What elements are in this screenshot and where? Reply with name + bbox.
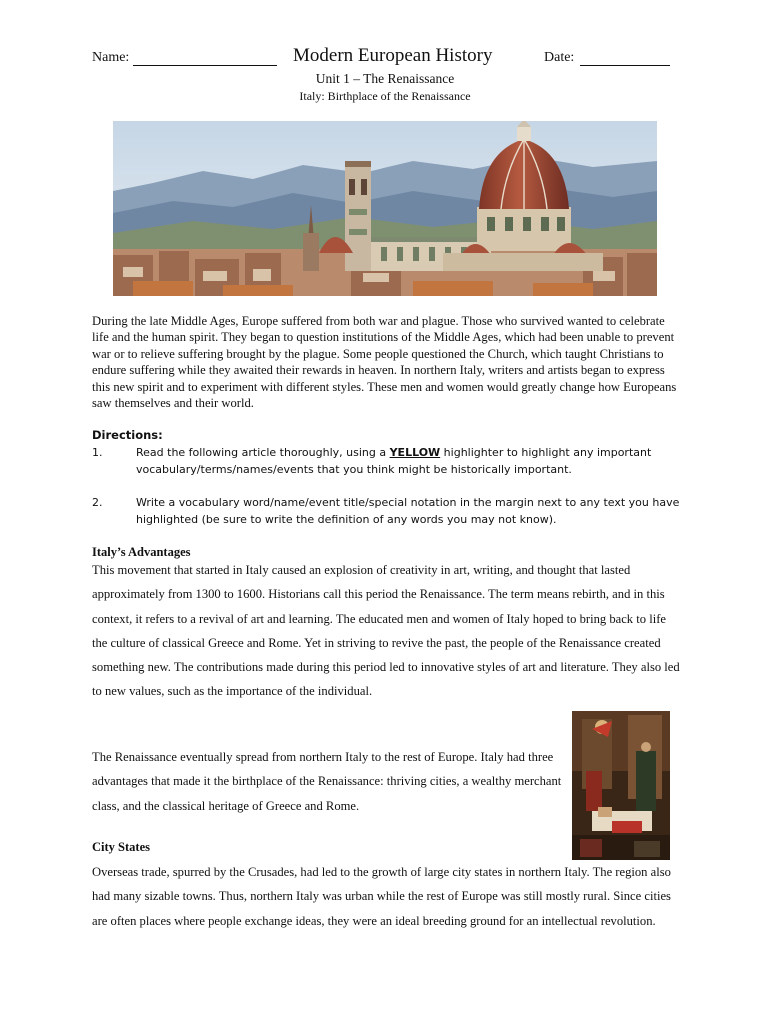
- direction-text: [136, 444, 684, 478]
- date-blank[interactable]: [580, 51, 670, 66]
- unit-heading: Unit 1 – The Renaissance: [315, 71, 455, 86]
- advantages-paragraph-1: This movement that started in Italy caused an explosion of creativity in art, writing, and thought that lasted approximately from 1300 to 1600. Historians call this period the Renaissance. The term means rebirth, and in this context, it refers to a revival of art and learning. The educated men and women of Italy hoped to bring back to life the culture of classical Greece and Rome. Yet in striving to revive the past, the people of the Renaissance created something new. The contributions made during this period led to innovative styles of art and literature. They also led to new values, such as the importance of the individual.: [92, 563, 680, 699]
- direction-text-after: highlighter to highlight any important vocabulary/terms/names/events that you think might be historically important.: [136, 446, 652, 476]
- direction-text: Write a vocabulary word/name/event title/special notation in the margin next to any text you have highlighted (be sure to write the definition of any words you may not know).: [136, 496, 680, 526]
- date-label: Date:: [544, 50, 575, 65]
- name-label: Name:: [92, 50, 130, 65]
- highlight-color-word: YELLOW: [389, 446, 441, 459]
- direction-number: 2.: [92, 496, 103, 509]
- florence-skyline-image: [113, 121, 657, 296]
- renaissance-painting-image: [572, 711, 670, 860]
- section-heading-city-states: City States: [92, 840, 150, 854]
- section-heading-advantages: Italy’s Advantages: [92, 545, 191, 559]
- name-blank[interactable]: [133, 51, 277, 66]
- advantages-paragraph-2: The Renaissance eventually spread from northern Italy to the rest of Europe. Italy had three advantages that made it the birthplace of the Renaissance: thriving cities, a wealthy merchant class, and the classical heritage of Greece and Rome.: [92, 750, 562, 813]
- intro-paragraph: During the late Middle Ages, Europe suffered from both war and plague. Those who survived wanted to celebrate life and the human spirit. They began to question institutions of the Middle Ages, which had been unable to prevent war or to relieve suffering brought by the plague. Some people questioned the Church, which taught Christians to endure suffering while they awaited their rewards in heaven. In northern Italy, writers and artists began to express this new spirit and to experiment with different styles. These men and women would greatly change how Europeans saw themselves and their world.: [92, 314, 677, 411]
- document-subtitle: Italy: Birthplace of the Renaissance: [299, 89, 471, 103]
- name-field[interactable]: [92, 50, 277, 66]
- directions-heading: Directions:: [92, 428, 163, 442]
- document-title: Modern European History: [293, 45, 493, 66]
- city-states-paragraph: Overseas trade, spurred by the Crusades, had led to the growth of large city states in northern Italy. The region also had many sizable towns. Thus, northern Italy was urban while the rest of Europe was still mostly rural. Since cities are often places where people exchange ideas, they were an ideal breeding ground for an intellectual revolution.: [92, 865, 671, 928]
- direction-text-before: Read the following article thoroughly, using a: [136, 446, 390, 459]
- direction-number: 1.: [92, 446, 103, 459]
- date-field[interactable]: [544, 50, 670, 66]
